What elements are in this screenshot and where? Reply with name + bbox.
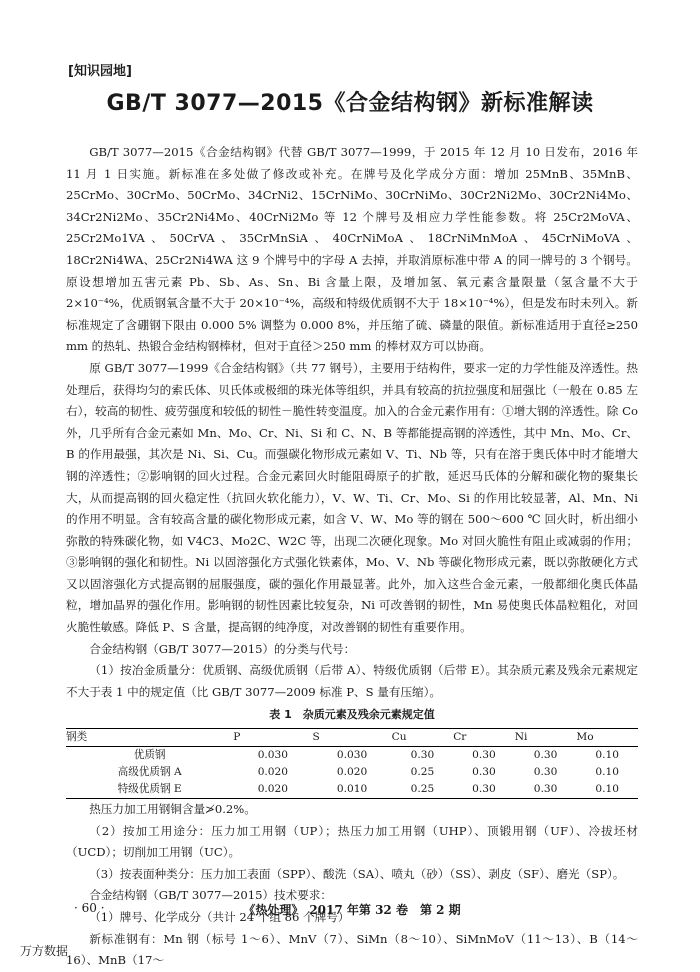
table-cell: 0.020 (336, 766, 368, 779)
page-number: · 60 · (74, 901, 105, 915)
table-cell: 0.10 (595, 766, 619, 779)
table-cell: 0.020 (257, 766, 289, 779)
table-row (66, 747, 638, 765)
table-cell: 0.030 (336, 749, 368, 762)
article-body (66, 142, 638, 972)
table-cell: 0.30 (410, 749, 435, 762)
paragraph-old-standard: 原 GB/T 3077—1999《合金结构钢》（共 77 钢号），主要用于结构件，要求一定的力学性能及淬透性。热处理后，获得均匀的索氏体、贝氏体或极细的珠光体等组织，并具有较高的抗拉强度和屈强比（一般在 0.85 左右），较高的韧性、疲劳强度和较低的韧性－脆性转变温度。加入的合金元素作用有：①增大钢的淬透性。除 Co 外，几乎所有合金元素如 Mn、Mo、Cr、Ni、Si 和 C、N、B 等都能提高钢的淬透性，其中 Mn、Mo、Cr、B 的作用最强，其次是 Ni、Si、Cu。而强碳化物形成元素如 V、Ti、Nb 等，只有在溶于奥氏体中时才能增大钢的淬透性；②影响钢的回火过程。合金元素回火时能阻碍原子的扩散，延迟马氏体的分解和碳化物的聚集长大，从而提高钢的回火稳定性（抗回火软化能力），V、W、Ti、Cr、Mo、Si 的作用比较显著，Al、Mn、Ni 的作用不明显。含有较高含量的碳化物形成元素，如含 V、W、Mo 等的钢在 500～600 ℃ 回火时，析出细小弥散的特殊碳化物，如 V4C3、Mo2C、W2C 等，出现二次硬化现象。Mo 对回火脆性有阻止或减弱的作用；③影响钢的强化和韧性。Ni 以固溶强化方式强化铁素体，Mo、V、Nb 等碳化物形成元素，既以弥散硬化方式又以固溶强化方式提高钢的屈服强度，碳的强化作用最显著。此外，加入这些合金元素，一般都细化奥氏体晶粒，增加晶界的强化作用。影响钢的韧性因素比较复杂，Ni 可改善钢的韧性，Mn 易使奥氏体晶粒粗化，对回火脆性敏感。降低 P、S 含量，提高钢的纯净度，对改善钢的韧性有重要作用。 (66, 360, 639, 635)
impurity-table (66, 728, 638, 799)
table-cell: 0.25 (410, 783, 435, 796)
paragraph-metallurgical-quality: （1）按冶金质量分：优质钢、高级优质钢（后带 A）、特级优质钢（后带 E）。其杂质元素及残余元素规定不大于表 1 中的规定值（比 GB/T 3077—2009 标准 P、S 量有压缩）。 (66, 663, 638, 699)
header-steel-type: 钢类 (66, 729, 233, 747)
table-header-row (66, 729, 638, 747)
paragraph-new-grades: 新标准钢有：Mn 钢（标号 1～6）、MnV（7）、SiMn（8～10）、SiMnMoV（11～13）、B（14～16）、MnB（17～ (66, 931, 638, 968)
header-cu: Cu (392, 729, 454, 747)
paragraph-grades-composition: （1）牌号、化学成分（共计 24 个组 86 个牌号） (89, 910, 350, 924)
table-cell: 0.10 (595, 749, 619, 762)
table-cell: 0.30 (472, 766, 496, 779)
header-mo: Mo (576, 729, 638, 747)
journal-citation: 《热处理》 2017 年第 32 卷 第 2 期 (243, 903, 461, 917)
paragraph-intro: GB/T 3077—2015《合金结构钢》代替 GB/T 3077—1999，于 2015 年 12 月 10 日发布，2016 年 11 月 1 日实施。新标准在多处做了修改或补充。在牌号及化学成分方面：增加 25MnB、35MnB、25CrMo、30CrMo、50CrMo、34CrNi2、15CrNiMo、30CrNiMo、30Cr2Ni2Mo、30Cr2Ni4Mo、34Cr2Ni2Mo、35Cr2Ni4Mo、40CrNi2Mo 等 12 个牌号及相应力学性能参数。将 25Cr2MoVA、25Cr2Mo1VA、50CrVA、35CrMnSiA、40CrNiMoA、18CrNiMnMoA、45CrNiMoVA、18Cr2Ni4WA、25Cr2Ni4WA 这 9 个牌号中的字母 A 去掉，并取消原标准中带 A 的同一牌号的 3 个钢号。原设想增加五害元素 Pb、Sb、As、Sn、Bi 含量上限，及增加氢、氧元素含量限量（氢含量不大于 2×10⁻⁴%，优质钢氧含量不大于 20×10⁻⁴%，高级和特级优质钢不大于 18×10⁻⁴%），但是发布时未列入。新标准规定了含硼钢下限由 0.000 5% 调整为 0.000 8%，并压缩了硫、磷量的限值。新标准适用于直径≥250 mm 的热轧、热锻合金结构钢棒材，但对于直径＞250 mm 的棒材双方可以协商。 (66, 145, 638, 354)
paragraph-copper-note: 热压力加工用钢铜含量≯0.2%。 (89, 802, 256, 817)
table-cell: 0.010 (336, 783, 368, 796)
table-row (66, 764, 638, 781)
section-tag: [知识园地] (68, 64, 132, 79)
header-p: P (233, 729, 312, 747)
paragraph-processing-use: （2）按加工用途分：压力加工用钢（UP）；热压力加工用钢（UHP）、顶锻用钢（UF）、冷拔坯材（UCD）；切削加工用钢（UC）。 (66, 823, 638, 860)
table-cell: 0.30 (533, 783, 558, 796)
table-cell: 0.30 (533, 749, 558, 762)
paragraph-tech-requirements: 合金结构钢（GB/T 3077—2015）技术要求： (89, 888, 333, 903)
table-cell: 特级优质钢 E (117, 783, 182, 796)
table-cell: 0.25 (410, 766, 435, 779)
paragraph-surface-type: （3）按表面种类分：压力加工表面（SPP）、酸洗（SA）、喷丸（砂）（SS）、剥皮（SF）、磨光（SP）。 (89, 866, 625, 881)
header-cr: Cr (453, 729, 515, 747)
table-row (66, 781, 638, 799)
article-title: GB/T 3077—2015《合金结构钢》新标准解读 (106, 91, 594, 116)
table-cell: 0.30 (472, 783, 496, 796)
table-cell: 0.30 (472, 749, 496, 762)
table-cell: 高级优质钢 A (117, 766, 182, 779)
table-cell: 0.020 (257, 783, 289, 796)
table-cell: 0.30 (533, 766, 558, 779)
paragraph-classification: 合金结构钢（GB/T 3077—2015）的分类与代号： (89, 641, 356, 656)
header-s: S (312, 729, 391, 747)
table-cell: 优质钢 (133, 749, 166, 762)
table-cell: 0.030 (257, 749, 289, 762)
header-ni: Ni (515, 729, 577, 747)
table-caption: 表 1 杂质元素及残余元素规定值 (269, 708, 435, 722)
watermark: 万方数据 (20, 944, 69, 958)
table-cell: 0.10 (595, 783, 619, 796)
